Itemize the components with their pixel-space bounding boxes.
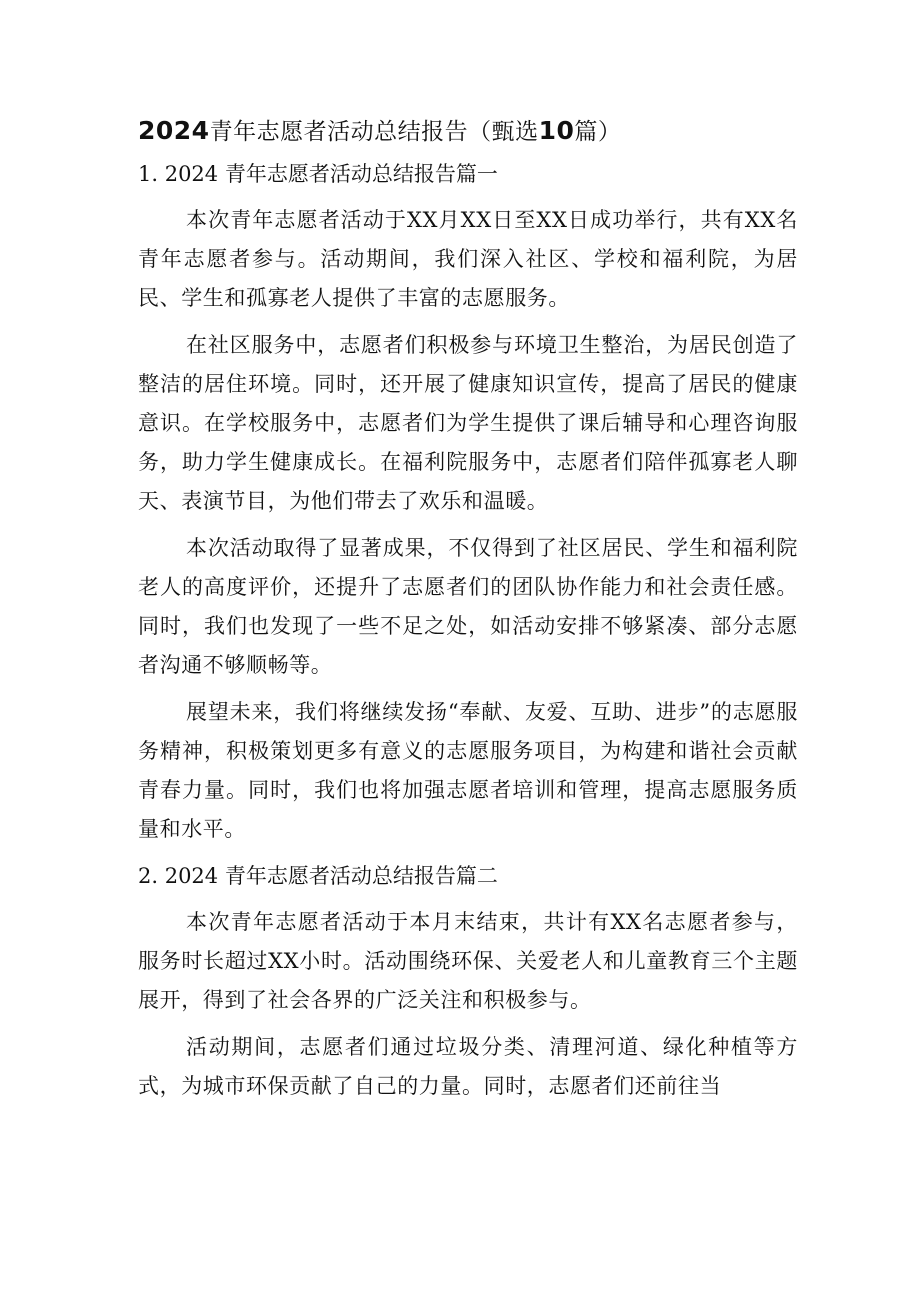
paragraph: 在社区服务中，志愿者们积极参与环境卫生整治，为居民创造了整洁的居住环境。同时，还开展了健康知识宣传，提高了居民的健康意识。在学校服务中，志愿者们为学生提供了课后辅导和心理咨询服务，助力学生健康成长。在福利院服务中，志愿者们陪伴孤寡老人聊天、表演节目，为他们带去了欢乐和温暖。 bbox=[138, 333, 798, 513]
section-heading: 1. 2024 青年志愿者活动总结报告篇一 bbox=[138, 162, 498, 186]
paragraph: 本次青年志愿者活动于XX月XX日至XX日成功举行，共有XX名青年志愿者参与。活动期间，我们深入社区、学校和福利院，为居民、学生和孤寡老人提供了丰富的志愿服务。 bbox=[138, 208, 798, 310]
document-title bbox=[138, 112, 798, 151]
title-text: 青年志愿者活动总结报告（甄选 bbox=[209, 119, 539, 145]
section-2 bbox=[138, 857, 798, 1106]
title-year: 2024 bbox=[138, 116, 210, 145]
paragraph: 活动期间，志愿者们通过垃圾分类、清理河道、绿化种植等方式，为城市环保贡献了自己的力量。同时，志愿者们还前往当 bbox=[138, 1035, 798, 1098]
section-heading: 2. 2024 青年志愿者活动总结报告篇二 bbox=[138, 864, 498, 888]
paragraph: 展望未来，我们将继续发扬“奉献、友爱、互助、进步”的志愿服务精神，积极策划更多有意义的志愿服务项目，为构建和谐社会贡献青春力量。同时，我们也将加强志愿者培训和管理，提高志愿服务质量和水平。 bbox=[138, 700, 798, 841]
document-page bbox=[138, 112, 798, 1114]
section-1 bbox=[138, 155, 798, 849]
paragraph: 本次青年志愿者活动于本月末结束，共计有XX名志愿者参与，服务时长超过XX小时。活动围绕环保、关爱老人和儿童教育三个主题展开，得到了社会各界的广泛关注和积极参与。 bbox=[138, 910, 798, 1012]
title-suffix: 篇） bbox=[574, 119, 622, 145]
title-count: 10 bbox=[538, 116, 575, 145]
paragraph: 本次活动取得了显著成果，不仅得到了社区居民、学生和福利院老人的高度评价，还提升了志愿者们的团队协作能力和社会责任感。同时，我们也发现了一些不足之处，如活动安排不够紧凑、部分志愿者沟通不够顺畅等。 bbox=[138, 536, 798, 677]
